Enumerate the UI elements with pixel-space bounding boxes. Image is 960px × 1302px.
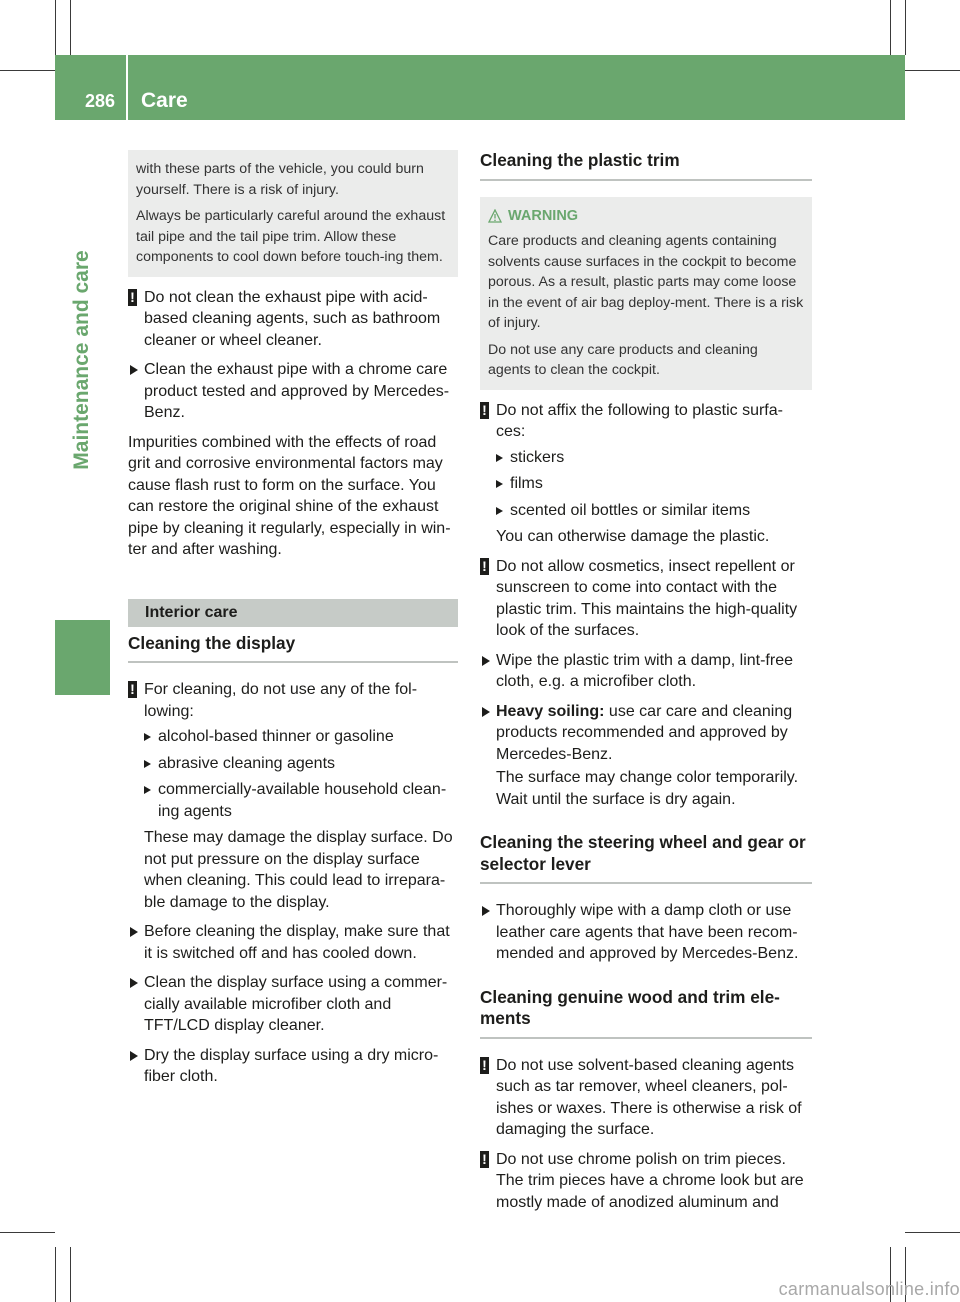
heading-cleaning-steering-wheel: Cleaning the steering wheel and gear or selector lever <box>480 832 812 884</box>
exclamation-icon: ! <box>480 402 489 419</box>
paragraph: The surface may change color temporarily. Wait until the surface is dry again. <box>496 769 799 808</box>
crop-mark <box>905 70 960 71</box>
step <box>128 972 458 1037</box>
list-item-text: films <box>510 475 543 492</box>
bullet-icon <box>144 733 151 741</box>
warning-text: Do not use any care products and cleaning agents to clean the cockpit. <box>488 341 758 378</box>
heading-cleaning-wood-trim: Cleaning genuine wood and trim ele-ments <box>480 987 812 1039</box>
arrow-icon <box>482 906 490 916</box>
list-item-text: stickers <box>510 448 565 466</box>
list-item <box>128 726 458 748</box>
warning-label: WARNING <box>508 207 579 224</box>
step-text: Thoroughly wipe with a damp cloth or use leather care agents that have been recom-mended and approved by Mercedes-Benz. <box>496 902 799 962</box>
note <box>480 1055 812 1141</box>
exclamation-icon: ! <box>480 558 489 575</box>
list-item-text: commercially-available household clean-ing agents <box>158 781 447 820</box>
step <box>128 921 458 964</box>
note <box>128 287 458 352</box>
bullet-icon <box>144 786 151 794</box>
crop-mark <box>0 1232 55 1233</box>
list-item <box>480 473 812 495</box>
step <box>128 359 458 424</box>
note-text: Do not allow cosmetics, insect repellent or sunscreen to come into contact with the plastic trim. This maintains the high-quality look of the surfaces. <box>496 557 798 639</box>
list-item <box>128 753 458 775</box>
bullet-icon <box>144 760 151 768</box>
warning-box-continued <box>128 150 458 277</box>
step <box>480 900 812 965</box>
warning-triangle-icon <box>488 209 502 223</box>
exclamation-icon: ! <box>480 1151 489 1168</box>
warning-text: Care products and cleaning agents containing solvents cause surfaces in the cockpit to become porous. As a result, plastic parts may come loose in the event of air bag deploy-ment. There is a risk of injury. <box>488 233 804 331</box>
step-text: Wipe the plastic trim with a damp, lint-free cloth, e.g. a microfiber cloth. <box>496 651 793 690</box>
crop-mark <box>905 1232 960 1233</box>
step-text: use car care and cleaning products recommended and approved by Mercedes-Benz. <box>496 702 793 763</box>
paragraph: Impurities combined with the effects of road grit and corrosive environmental factors may cause flash rust to form on the surface. You can restore the original shine of the exhaust pipe by cleaning it regularly, especially in win-ter and after washing. <box>128 433 451 558</box>
bullet-icon <box>496 454 503 462</box>
step <box>480 701 812 766</box>
list-item-text: abrasive cleaning agents <box>158 754 336 772</box>
crop-mark <box>0 70 55 71</box>
heading-cleaning-display: Cleaning the display <box>128 633 458 664</box>
crop-mark <box>905 0 906 55</box>
note <box>480 400 812 443</box>
note <box>480 556 812 642</box>
exclamation-icon: ! <box>480 1057 489 1074</box>
crop-mark <box>70 0 71 55</box>
warning-box <box>480 197 812 390</box>
list-item <box>128 779 458 822</box>
left-column <box>128 150 458 1096</box>
note <box>128 679 458 722</box>
step-text: Clean the display surface using a commer-cially available microfiber cloth and TFT/LCD display cleaner. <box>144 974 448 1034</box>
exclamation-icon: ! <box>128 289 137 306</box>
right-column <box>480 150 812 1221</box>
arrow-icon <box>130 1051 138 1061</box>
step <box>128 1045 458 1088</box>
page-number: 286 <box>85 91 116 111</box>
step-bold-label: Heavy soiling: <box>496 702 605 720</box>
arrow-icon <box>130 927 138 937</box>
arrow-icon <box>130 365 138 375</box>
crop-mark <box>890 0 891 55</box>
heading-cleaning-plastic-trim: Cleaning the plastic trim <box>480 150 812 181</box>
arrow-icon <box>130 978 138 988</box>
crop-mark <box>55 1247 56 1302</box>
side-tab-label: Maintenance and care <box>70 250 93 470</box>
note-text: For cleaning, do not use any of the fol-lowing: <box>144 681 418 720</box>
step-text: Clean the exhaust pipe with a chrome care product tested and approved by Mercedes-Benz. <box>144 361 450 421</box>
arrow-icon <box>482 656 490 666</box>
arrow-icon <box>482 707 490 717</box>
list-item-text: scented oil bottles or similar items <box>510 501 751 519</box>
paragraph: These may damage the display surface. Do not put pressure on the display surface when cleaning. This could lead to irrepara-ble damage to the display. <box>144 829 453 911</box>
section-title: Care <box>141 89 188 112</box>
list-item <box>480 500 812 522</box>
note-text: Do not affix the following to plastic surfa-ces: <box>496 401 783 440</box>
step <box>480 650 812 693</box>
bullet-icon <box>496 507 503 515</box>
header-divider <box>126 55 128 120</box>
watermark: carmanualsonline.info <box>778 1279 960 1299</box>
bullet-icon <box>496 480 503 488</box>
crop-mark <box>55 0 56 55</box>
list-item-text: alcohol-based thinner or gasoline <box>158 728 394 745</box>
exclamation-icon: ! <box>128 681 137 698</box>
step-text: Before cleaning the display, make sure that it is switched off and has cooled down. <box>144 923 450 962</box>
note-text: Do not use chrome polish on trim pieces. The trim pieces have a chrome look but are mostly made of anodized aluminum and <box>496 1150 804 1211</box>
warning-text: with these parts of the vehicle, you could burn yourself. There is a risk of injury. <box>136 161 424 198</box>
crop-mark <box>70 1247 71 1302</box>
step-text: Dry the display surface using a dry micro-fiber cloth. <box>144 1046 439 1085</box>
side-tab-marker <box>55 620 110 695</box>
note-text: Do not clean the exhaust pipe with acid-based cleaning agents, such as bathroom cleaner or wheel cleaner. <box>144 288 441 349</box>
list-item <box>480 447 812 469</box>
warning-text: Always be particularly careful around the exhaust tail pipe and the tail pipe trim. Allow these components to cool down before touch-ing them. <box>136 208 446 265</box>
note <box>480 1149 812 1214</box>
subsection-band: Interior care <box>128 599 458 627</box>
note-text: Do not use solvent-based cleaning agents such as tar remover, wheel cleaners, pol-ishes or waxes. There is otherwise a risk of damaging the surface. <box>496 1056 802 1138</box>
paragraph: You can otherwise damage the plastic. <box>496 528 770 545</box>
warning-header <box>488 206 804 227</box>
